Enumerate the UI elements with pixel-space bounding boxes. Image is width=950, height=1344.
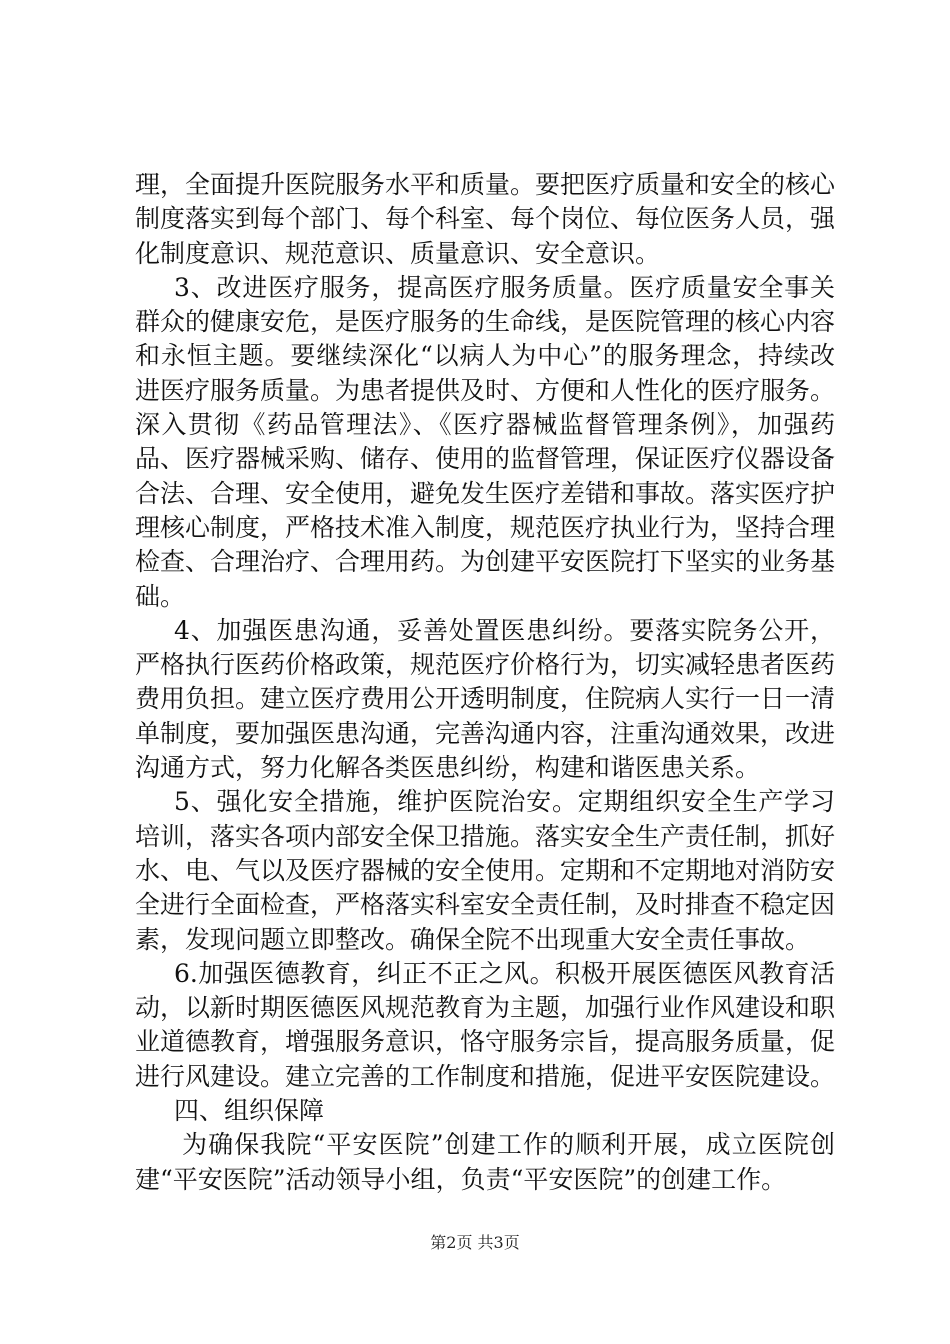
paragraph-item-3: 3、改进医疗服务，提高医疗服务质量。医疗质量安全事关群众的健康安危，是医疗服务的生命线，是医院管理的核心内容和永恒主题。要继续深化“以病人为中心”的服务理念，持续改进医疗服务质量。为患者提供及时、方便和人性化的医疗服务。深入贯彻《药品管理法》、《医疗器械监督管理条例》，加强药品、医疗器械采购、储存、使用的监督管理，保证医疗仪器设备合法、合理、安全使用，避免发生医疗差错和事故。落实医疗护理核心制度，严格技术准入制度，规范医疗执业行为，坚持合理检查、合理治疗、合理用药。为创建平安医院打下坚实的业务基础。	[135, 272, 836, 611]
paragraph-item-4: 4、加强医患沟通，妥善处置医患纠纷。要落实院务公开，严格执行医药价格政策，规范医疗价格行为，切实减轻患者医药费用负担。建立医疗费用公开透明制度，住院病人实行一日一清单制度，要加强医患沟通，完善沟通内容，注重沟通效果，改进沟通方式，努力化解各类医患纠纷，构建和谐医患关系。	[135, 615, 836, 783]
paragraph-item-6: 6.加强医德教育，纠正不正之风。积极开展医德医风教育活动，以新时期医德医风规范教育为主题，加强行业作风建设和职业道德教育，增强服务意识，恪守服务宗旨，提高服务质量，促进行风建设。建立完善的工作制度和措施，促进平安医院建设。	[135, 958, 836, 1091]
paragraph-continuation: 理，全面提升医院服务水平和质量。要把医疗质量和安全的核心制度落实到每个部门、每个科室、每个岗位、每位医务人员，强化制度意识、规范意识、质量意识、安全意识。	[135, 170, 836, 268]
section-heading: 四、组织保障	[174, 1096, 325, 1126]
paragraph-organization: 为确保我院“平安医院”创建工作的顺利开展，成立医院创建“平安医院”活动领导小组，负责“平安医院”的创建工作。	[135, 1130, 835, 1194]
page-footer: 第2页 共3页	[430, 1233, 520, 1252]
paragraph-item-5: 5、强化安全措施，维护医院治安。定期组织安全生产学习培训，落实各项内部安全保卫措施。落实安全生产责任制，抓好水、电、气以及医疗器械的安全使用。定期和不定期地对消防安全进行全面检查，严格落实科室安全责任制，及时排查不稳定因素，发现问题立即整改。确保全院不出现重大安全责任事故。	[135, 787, 836, 954]
document-body	[135, 168, 835, 1197]
